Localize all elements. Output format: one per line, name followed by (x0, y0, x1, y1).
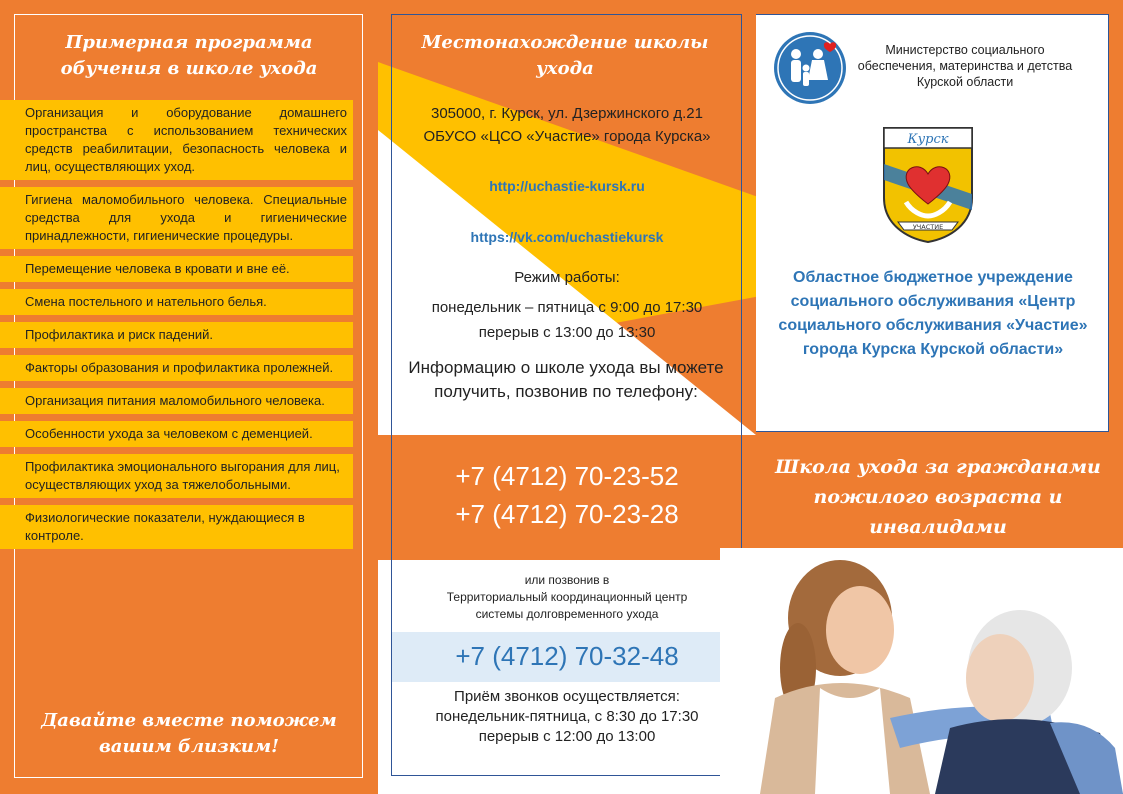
kursk-coat-of-arms-icon (880, 124, 976, 244)
work-hours-title: Режим работы: (514, 269, 620, 286)
list-item: Перемещение человека в кровати и вне её. (0, 256, 353, 282)
callcenter-text: или позвонив в Территориальный координационный центр системы долговременного ухода (446, 573, 688, 621)
list-item: Факторы образования и профилактика пролежней. (0, 355, 353, 381)
svg-text:Курск: Курск (907, 132, 949, 147)
list-item: Гигиена маломобильного человека. Специальные средства для ухода и гигиенические принадлежности, гигиенические процедуры. (0, 187, 353, 249)
organization-name: Областное бюджетное учреждение социального обслуживания «Центр социального обслуживания «Участие» города Курска Курской области» (778, 269, 1088, 358)
address: 305000, г. Курск, ул. Дзержинского д.21 ОБУСО «ЦСО «Участие» города Курска» (423, 105, 711, 145)
work-hours-days: понедельник – пятница с 9:00 до 17:30 (431, 299, 703, 316)
ministry-family-logo-icon (772, 30, 848, 106)
list-item: Особенности ухода за человеком с деменцией. (0, 421, 353, 447)
phone-number-1[interactable]: +7 (4712) 70-23-52 (455, 461, 679, 491)
vk-link[interactable]: https://vk.com/uchastiekursk (470, 229, 664, 245)
program-title: Примерная программа обучения в школе ухода (60, 32, 318, 79)
phone-number-2[interactable]: +7 (4712) 70-23-28 (455, 499, 679, 529)
list-item: Физиологические показатели, нуждающиеся в контроле. (0, 505, 353, 549)
ministry-name: Министерство социального обеспечения, материнства и детства Курской области (857, 43, 1073, 89)
list-item: Профилактика и риск падений. (0, 322, 353, 348)
info-text: Информацию о школе ухода вы можете получить, позвонив по телефону: (408, 358, 724, 401)
website-link[interactable]: http://uchastie-kursk.ru (489, 178, 645, 194)
list-item: Организация питания маломобильного человека. (0, 388, 353, 414)
work-hours-break: перерыв с 13:00 до 13:30 (478, 324, 656, 341)
list-item: Организация и оборудование домашнего пространства с использованием технических средств реабилитации, безопасность человека и лиц, осуществляющих уход. (0, 100, 353, 180)
school-title: Школа ухода за гражданами пожилого возраста и инвалидами (775, 456, 1101, 538)
caregiver-elderly-photo (720, 548, 1123, 794)
list-item: Профилактика эмоционального выгорания для лиц, осуществляющих уход за тяжелобольными. (0, 454, 353, 498)
phone-number-3[interactable]: +7 (4712) 70-32-48 (455, 641, 679, 671)
location-title: Местонахождение школы ухода (421, 32, 709, 79)
program-list (0, 100, 353, 556)
slogan: Давайте вместе поможем вашим близким! (41, 710, 337, 757)
svg-text:УЧАСТИЕ: УЧАСТИЕ (912, 223, 944, 231)
call-hours: Приём звонков осуществляется: понедельник-пятница, с 8:30 до 17:30 перерыв с 12:00 до 13:00 (435, 688, 699, 745)
list-item: Смена постельного и нательного белья. (0, 289, 353, 315)
